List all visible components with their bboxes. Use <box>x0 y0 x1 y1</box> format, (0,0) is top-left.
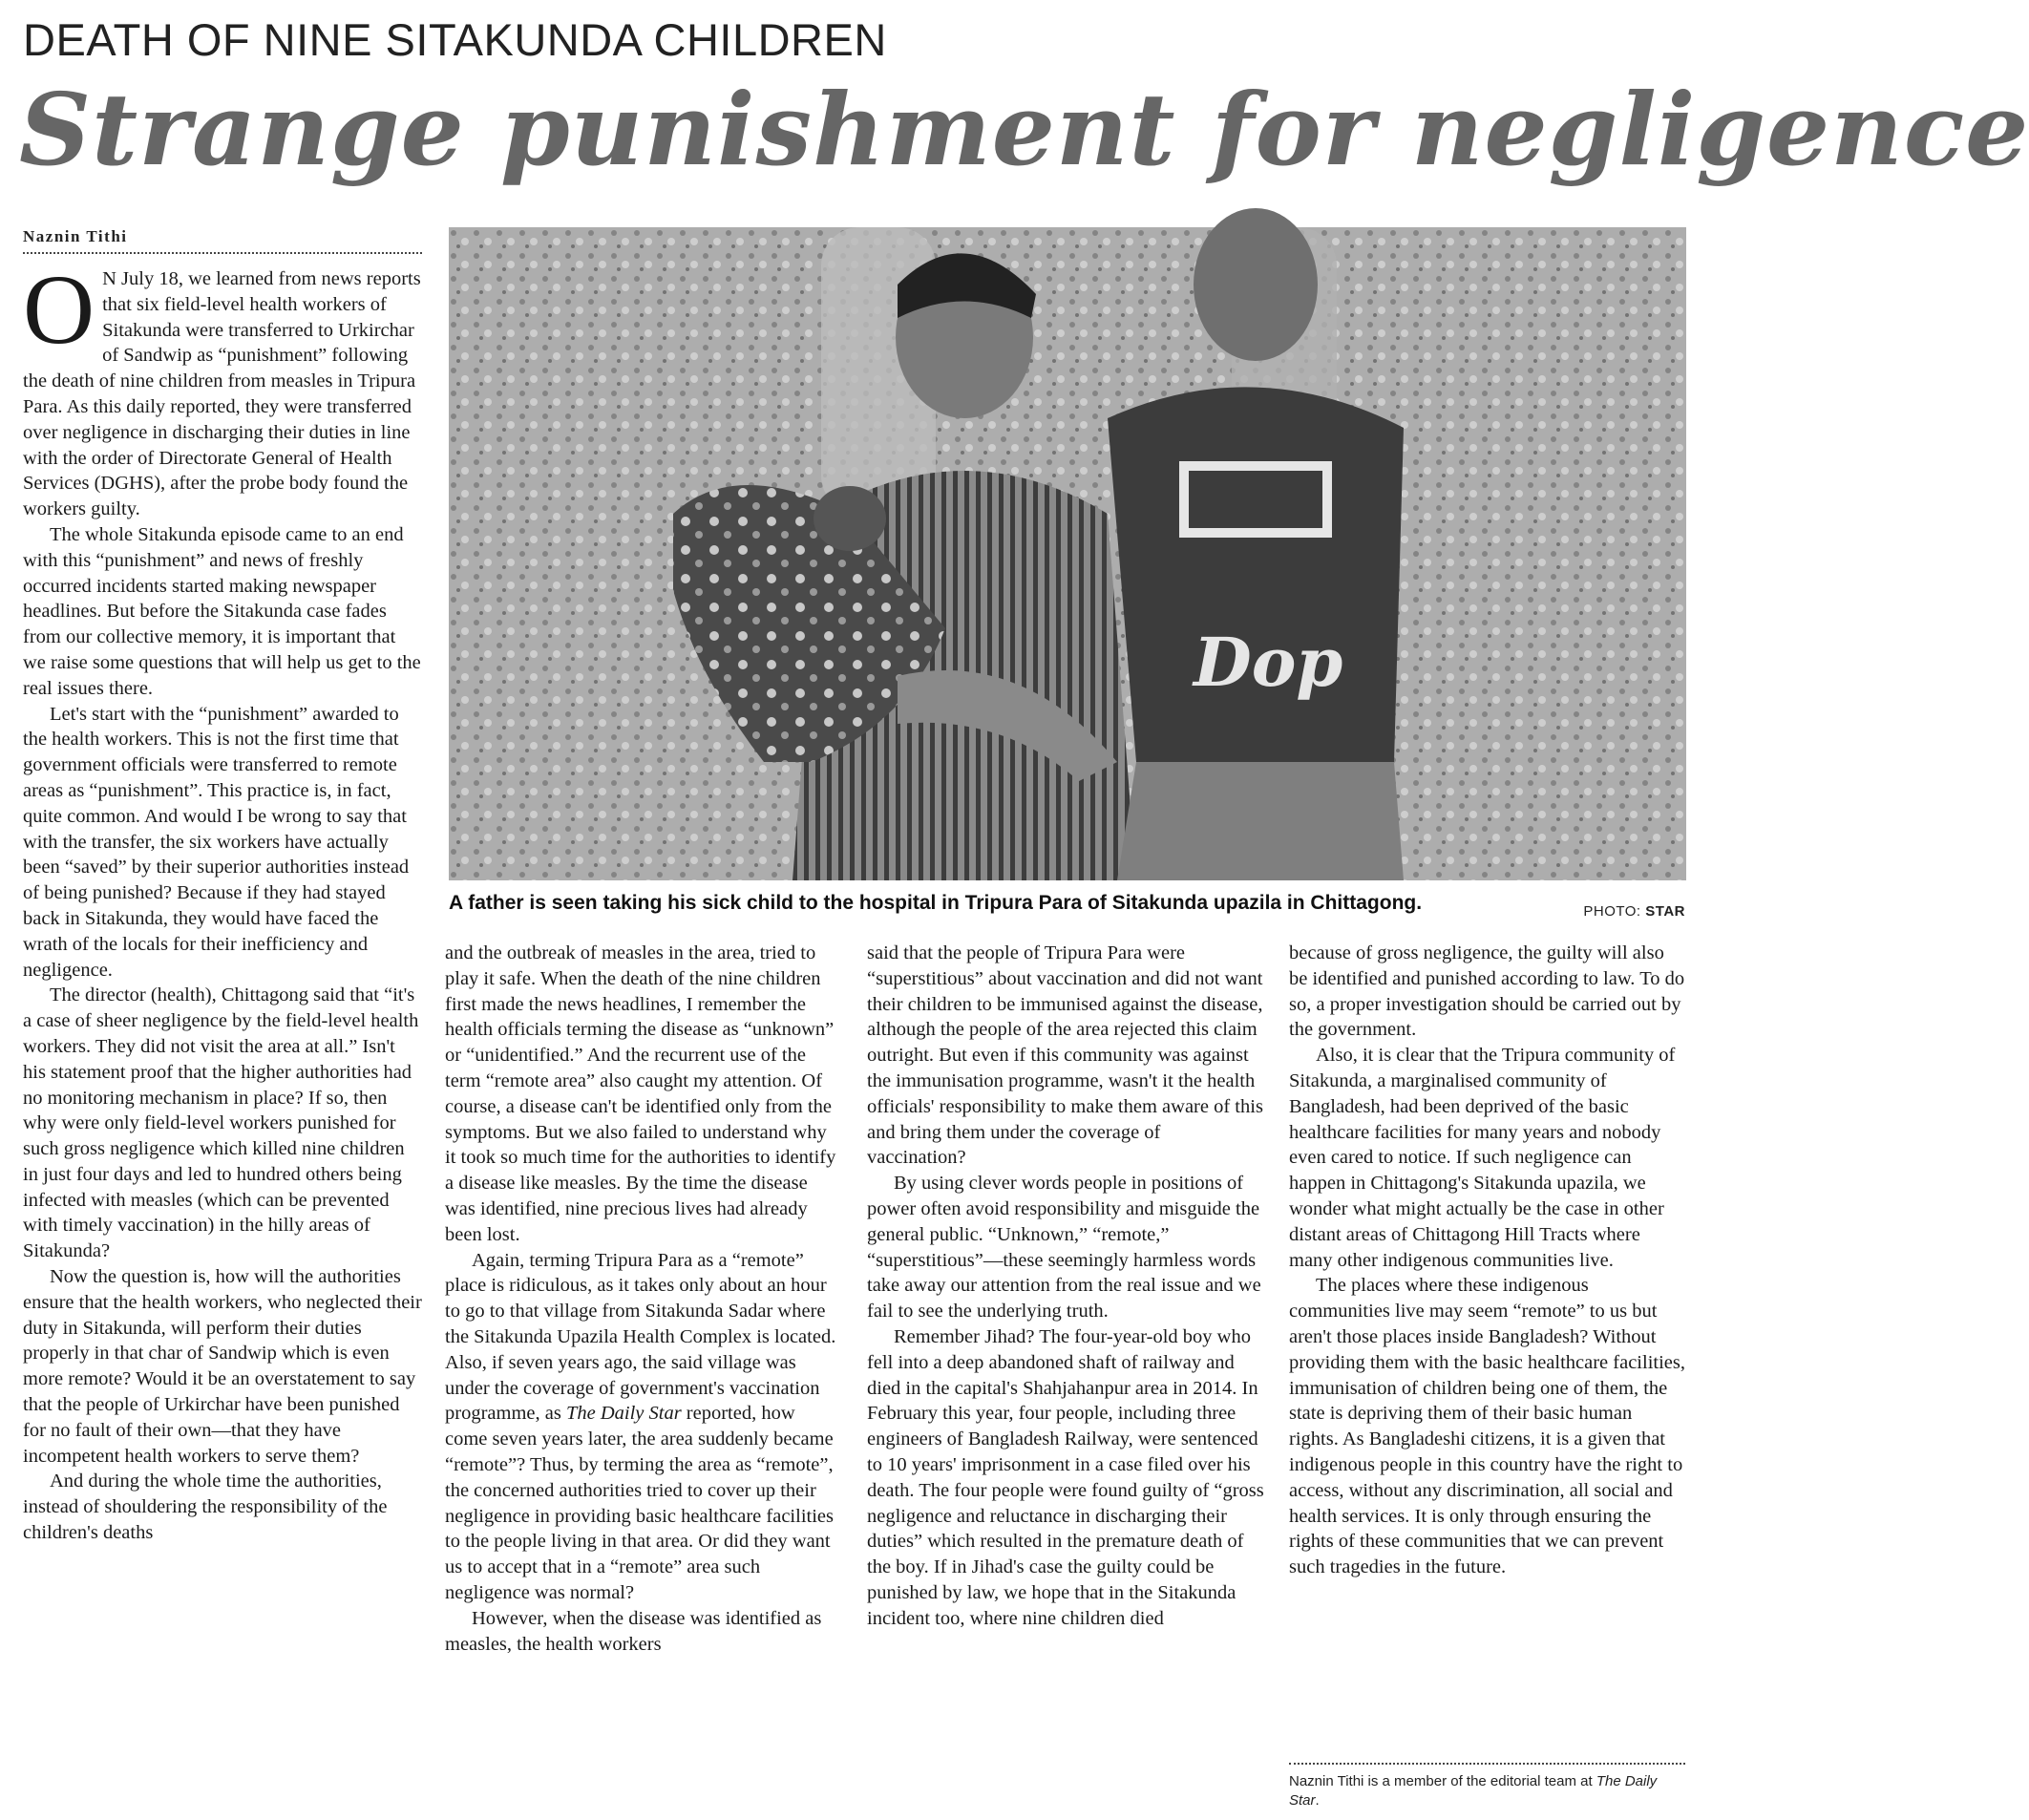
shirt-print: Dop <box>1194 623 1343 702</box>
paragraph: Also, it is clear that the Tripura community of Sitakunda, a marginalised community of Bangladesh, had been deprived of the basic healthcare facilities for many years and nobody even cared to notice. If such negligence can happen in Chittagong's Sitakunda upazila, we wonder what might actually be the case in other distant areas of Chittagong Hill Tracts where many other indigenous communities live. <box>1289 1045 1676 1271</box>
paragraph: said that the people of Tripura Para were “superstitious” about vaccination and did not want their children to be immunised against the disease, although the people of the area rejected this claim outright. But even if this community was against the immunisation programme, wasn't it the health officials' responsibility to make them aware of this and bring them under the coverage of vaccination? <box>867 942 1263 1169</box>
paragraph: Now the question is, how will the authorities ensure that the health workers, who neglected their duty in Sitakunda, will perform their duties properly in that char of Sandwip which is even more remote? Would it be an overstatement to say that the people of Urkirchar have been punished for no fault of their own—that they have incompetent health workers to serve them? <box>23 1266 422 1467</box>
paragraph: And during the whole time the authorities, instead of shouldering the responsibility of the children's deaths <box>23 1471 388 1544</box>
paragraph: Remember Jihad? The four-year-old boy who fell into a deep abandoned shaft of railway and died in the capital's Shahjahanpur area in 2014. In February this year, four people, including three engineers of Bangladesh Railway, were sentenced to 10 years' imprisonment in a case filed over his death. The four people were found guilty of “gross negligence and reluctance in discharging their duties” which resulted in the premature death of the boy. If in Jihad's case the guilty could be punished by law, we hope that in the Sitakunda incident too, where nine children died <box>867 1325 1264 1629</box>
drop-cap: O <box>23 255 95 365</box>
paragraph: The director (health), Chittagong said that “it's a case of sheer negligence by the field-level health workers. They did not visit the area at all.” Isn't his statement proof that the higher authorities had no monitoring mechanism in place? If so, then why were only field-level workers punished for such gross negligence which killed nine children in just four days and led to hundred others being infected with measles (which can be prevented with timely vaccination) in the hilly areas of Sitakunda? <box>23 984 419 1262</box>
photo-illustration <box>449 227 1686 880</box>
paragraph: Again, terming Tripura Para as a “remote” place is ridiculous, as it takes only about an hour to go to that village from Sitakunda Sadar where the Sitakunda Upazila Health Complex is located. Also, if seven years ago, the said village was under the coverage of government's vaccination programme, as The Daily Star reported, how come seven years later, the area suddenly became “remote”? Thus, by terming the area as “remote”, the concerned authorities tried to cover up their negligence in providing basic healthcare facilities to the people living in that area. Or did they want us to accept that in a “remote” area such negligence was normal? <box>445 1249 836 1603</box>
article-column-3 <box>867 941 1264 1814</box>
news-photo <box>449 227 1686 880</box>
publication-name: The Daily Star <box>565 1403 682 1425</box>
paragraph: By using clever words people in positions of power often avoid responsibility and misguide the general public. “Unknown,” “remote,” “superstitious”—these seemingly harmless words take away our attention from the real issue and we fail to see the underlying truth. <box>867 1173 1261 1323</box>
photo-credit-source: STAR <box>1645 903 1685 920</box>
byline: Naznin Tithi <box>23 227 422 254</box>
article-column-2 <box>445 941 842 1814</box>
photo-caption: A father is seen taking his sick child to the hospital in Tripura Para of Sitakunda upazila in Chittagong. <box>449 892 1423 914</box>
publication-name: The Daily Star <box>1289 1773 1658 1809</box>
paragraph: and the outbreak of measles in the area, tried to play it safe. When the death of the nine children first made the news headlines, I remember the health officials terming the disease as “unknown” or “unidentified.” And the recurrent use of the term “remote area” also caught my attention. Of course, a disease can't be identified only from the symptoms. But we also failed to understand why it took so much time for the authorities to identify a disease like measles. By the time the disease was identified, nine precious lives had already been lost. <box>445 942 836 1245</box>
headline: Strange punishment for negligence <box>19 71 2029 188</box>
paragraph: Let's start with the “punishment” awarded to the health workers. This is not the first time that government officials were transferred to remote areas as “punishment”. This practice is, in fact, quite common. And would I be wrong to say that with the transfer, the six workers have actually been “saved” by their superior authorities instead of being punished? Because if they had stayed back in Sitakunda, they would have faced the wrath of the locals for their inefficiency and negligence. <box>23 703 410 981</box>
paragraph: because of gross negligence, the guilty will also be identified and punished according to law. To do so, a proper investigation should be carried out by the government. <box>1289 942 1685 1041</box>
article-column-4 <box>1289 941 1685 1743</box>
kicker: DEATH OF NINE SITAKUNDA CHILDREN <box>23 14 887 65</box>
paragraph: The whole Sitakunda episode came to an end with this “punishment” and news of freshly occurred incidents started making newspaper headlines. But before the Sitakunda case fades from our collective memory, it is important that we raise some questions that will help us get to the real issues there. <box>23 523 421 699</box>
author-bio: Naznin Tithi is a member of the editorial team at The Daily Star. <box>1289 1763 1685 1810</box>
paragraph: However, when the disease was identified as measles, the health workers <box>445 1607 822 1655</box>
photo-credit <box>1583 903 1685 920</box>
article-column-1 <box>23 255 422 1813</box>
paragraph: O N July 18, we learned from news reports that six field-level health workers of Sitakunda were transferred to Urkirchar of Sandwip as “punishment” following the death of nine children from measles in Tripura Para. As this daily reported, they were transferred over negligence in discharging their duties in line with the order of Directorate General of Health Services (DGHS), after the probe body found the workers guilty. <box>23 255 421 520</box>
photo-credit-prefix: PHOTO: <box>1583 903 1641 920</box>
paragraph: The places where these indigenous communities live may seem “remote” to us but aren't those places inside Bangladesh? Without providing them with the basic healthcare facilities, immunisation of children being one of them, the state is depriving them of their basic human rights. As Bangladeshi citizens, it is a given that indigenous people in this country have the right to access, without any discrimination, all social and health services. It is only through ensuring the rights of these communities that we can prevent such tragedies in the future. <box>1289 1275 1685 1578</box>
